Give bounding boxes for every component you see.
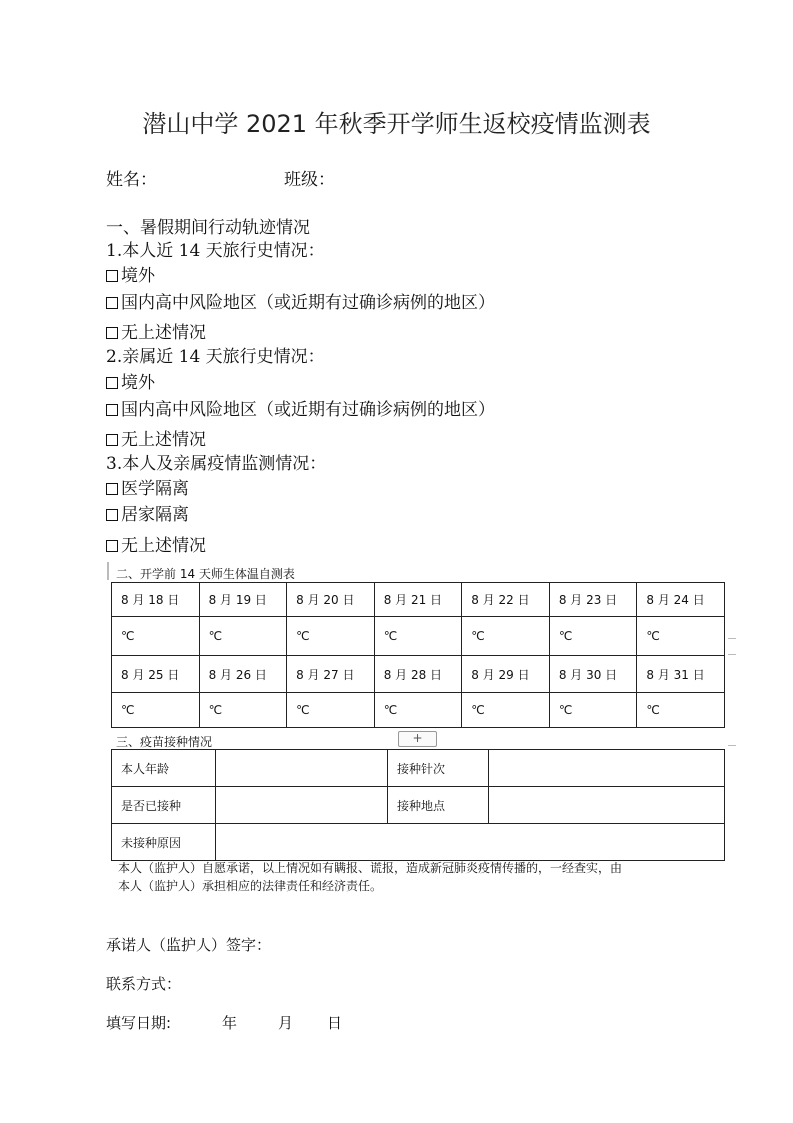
place-input[interactable] — [489, 787, 725, 824]
page-title: 潜山中学 2021 年秋季开学师生返校疫情监测表 — [142, 110, 651, 138]
q1-option-risk-area[interactable]: 国内高中风险地区（或近期有过确诊病例的地区） — [106, 288, 495, 313]
dose-input[interactable] — [489, 750, 725, 787]
table-row — [112, 750, 725, 787]
q3-option-home-isolation[interactable]: 居家隔离 — [106, 500, 189, 525]
date-cell: 8 月 23 日 — [549, 583, 637, 617]
vaccine-table — [111, 749, 725, 861]
signature-label: 承诺人（监护人）签字： — [106, 936, 272, 954]
checkbox-icon[interactable] — [106, 483, 118, 495]
temperature-cell[interactable]: ℃ — [637, 617, 725, 656]
place-label: 接种地点 — [388, 787, 489, 824]
checkbox-icon[interactable] — [106, 377, 118, 389]
section3-heading: 三、疫苗接种情况 — [116, 735, 213, 749]
temperature-cell[interactable]: ℃ — [549, 693, 637, 728]
question-2: 2.亲属近 14 天旅行史情况： — [106, 347, 325, 367]
temperature-table — [111, 582, 725, 728]
date-cell: 8 月 24 日 — [637, 583, 725, 617]
date-cell: 8 月 25 日 — [112, 656, 200, 693]
year-label: 年 — [222, 1014, 238, 1032]
temperature-cell[interactable]: ℃ — [549, 617, 637, 656]
vaccinated-input[interactable] — [216, 787, 388, 824]
date-cell: 8 月 26 日 — [199, 656, 287, 693]
checkbox-icon[interactable] — [106, 327, 118, 339]
vaccinated-label: 是否已接种 — [112, 787, 216, 824]
temperature-cell[interactable]: ℃ — [199, 617, 287, 656]
commitment-line-1: 本人（监护人）自愿承诺，以上情况如有瞒报、谎报，造成新冠肺炎疫情传播的，一经查实，由 — [118, 861, 623, 875]
scan-edge-mark — [107, 562, 109, 580]
temperature-cell[interactable]: ℃ — [462, 617, 550, 656]
date-cell: 8 月 22 日 — [462, 583, 550, 617]
q1-option-none[interactable]: 无上述情况 — [106, 318, 206, 343]
date-cell: 8 月 28 日 — [374, 656, 462, 693]
q3-option-medical-isolation[interactable]: 医学隔离 — [106, 474, 189, 499]
temperature-cell[interactable]: ℃ — [199, 693, 287, 728]
q2-option-none[interactable]: 无上述情况 — [106, 425, 206, 450]
date-cell: 8 月 30 日 — [549, 656, 637, 693]
commitment-line-2: 本人（监护人）承担相应的法律责任和经济责任。 — [118, 879, 383, 893]
q3-option-none[interactable]: 无上述情况 — [106, 531, 206, 556]
date-cell: 8 月 20 日 — [287, 583, 375, 617]
question-1: 1.本人近 14 天旅行史情况： — [106, 241, 325, 261]
date-cell: 8 月 19 日 — [199, 583, 287, 617]
table-row — [112, 787, 725, 824]
q1-option-abroad[interactable]: 境外 — [106, 261, 155, 286]
temperature-cell[interactable]: ℃ — [287, 617, 375, 656]
table-row — [112, 583, 725, 617]
section2-heading: 二、开学前 14 天师生体温自测表 — [116, 567, 295, 581]
age-input[interactable] — [216, 750, 388, 787]
table-row — [112, 656, 725, 693]
checkbox-icon[interactable] — [106, 509, 118, 521]
date-cell: 8 月 18 日 — [112, 583, 200, 617]
temperature-cell[interactable]: ℃ — [637, 693, 725, 728]
temperature-cell[interactable]: ℃ — [374, 693, 462, 728]
temperature-cell[interactable]: ℃ — [462, 693, 550, 728]
age-label: 本人年龄 — [112, 750, 216, 787]
date-cell: 8 月 27 日 — [287, 656, 375, 693]
contact-label: 联系方式： — [106, 975, 182, 993]
temperature-cell[interactable]: ℃ — [112, 693, 200, 728]
checkbox-icon[interactable] — [106, 404, 118, 416]
q2-option-abroad[interactable]: 境外 — [106, 368, 155, 393]
reason-input[interactable] — [216, 824, 725, 861]
date-label: 填写日期: — [106, 1014, 172, 1032]
table-row — [112, 617, 725, 656]
temperature-cell[interactable]: ℃ — [287, 693, 375, 728]
scan-edge-mark — [728, 654, 736, 655]
date-cell: 8 月 29 日 — [462, 656, 550, 693]
month-label: 月 — [278, 1014, 294, 1032]
q2-option-risk-area[interactable]: 国内高中风险地区（或近期有过确诊病例的地区） — [106, 395, 495, 420]
section1-heading: 一、暑假期间行动轨迹情况 — [106, 218, 310, 238]
scan-edge-mark — [728, 745, 736, 746]
reason-label: 未接种原因 — [112, 824, 216, 861]
checkbox-icon[interactable] — [106, 540, 118, 552]
checkbox-icon[interactable] — [106, 270, 118, 282]
name-label: 姓名： — [106, 170, 157, 190]
temperature-cell[interactable]: ℃ — [374, 617, 462, 656]
scan-edge-mark — [728, 638, 736, 639]
add-row-button[interactable]: + — [398, 731, 437, 747]
day-label: 日 — [327, 1014, 343, 1032]
date-cell: 8 月 31 日 — [637, 656, 725, 693]
checkbox-icon[interactable] — [106, 434, 118, 446]
question-3: 3.本人及亲属疫情监测情况： — [106, 454, 327, 474]
dose-label: 接种针次 — [388, 750, 489, 787]
table-row — [112, 693, 725, 728]
class-label: 班级： — [284, 170, 335, 190]
table-row — [112, 824, 725, 861]
checkbox-icon[interactable] — [106, 297, 118, 309]
date-cell: 8 月 21 日 — [374, 583, 462, 617]
temperature-cell[interactable]: ℃ — [112, 617, 200, 656]
